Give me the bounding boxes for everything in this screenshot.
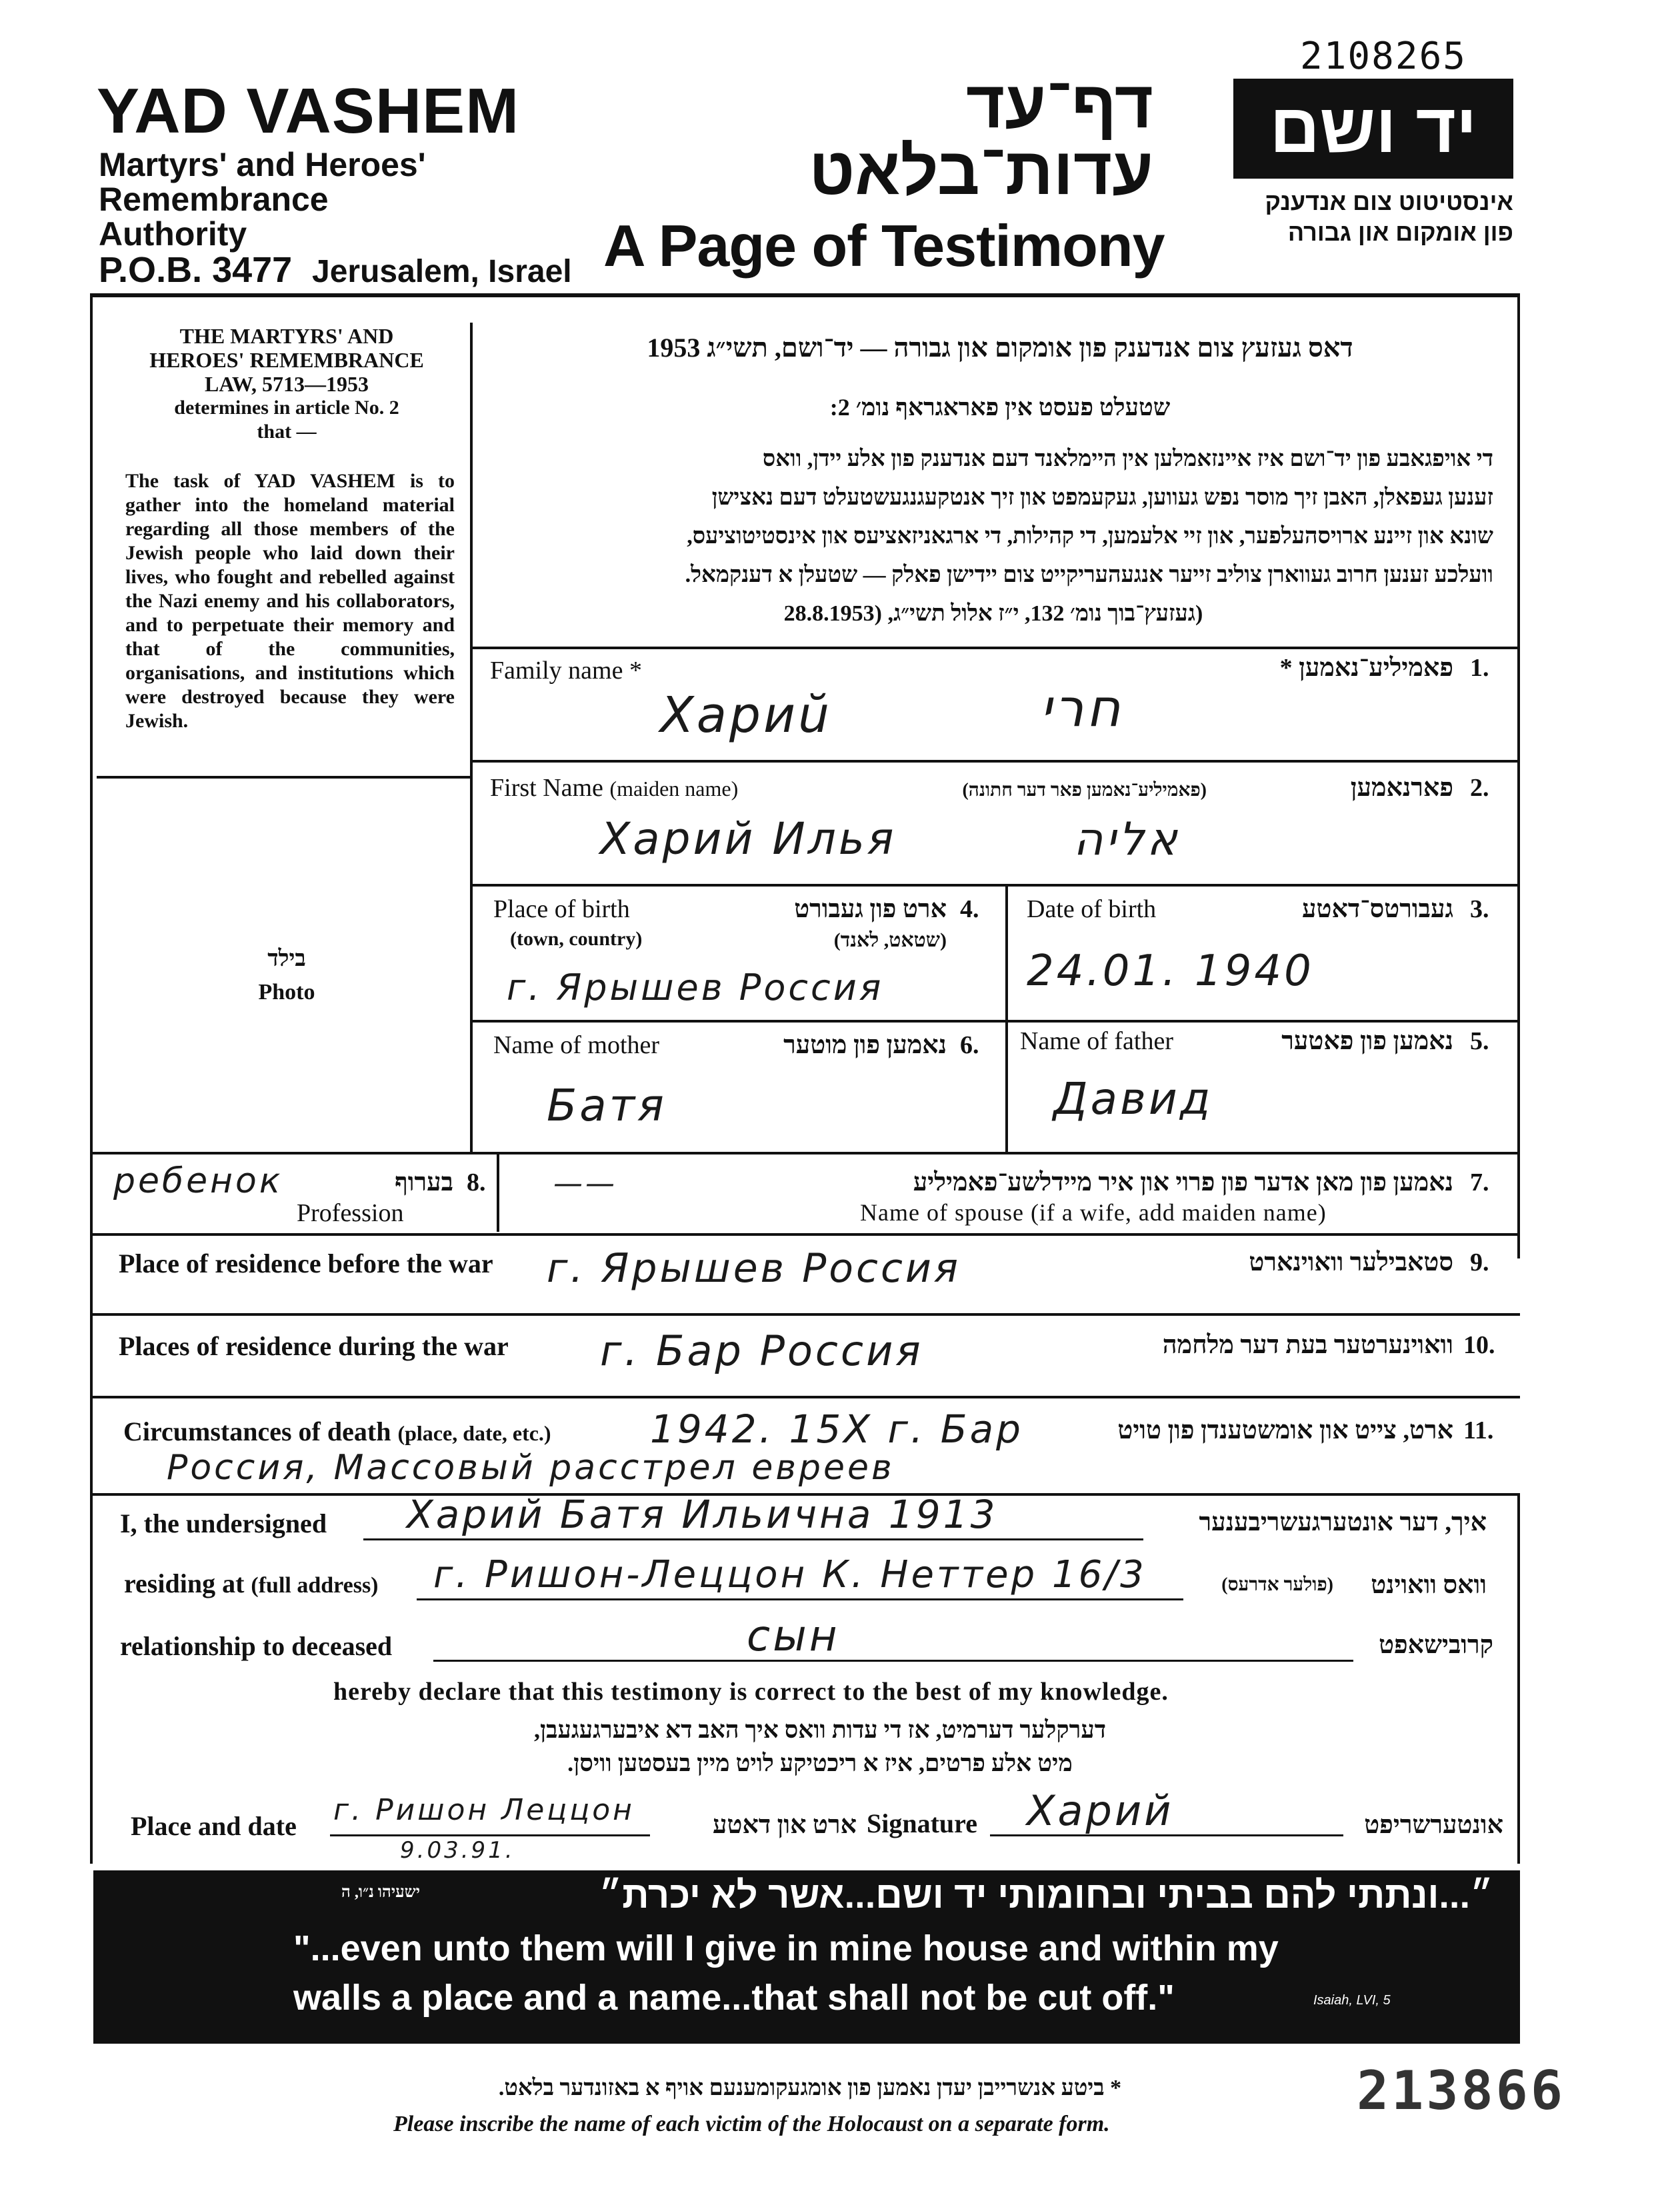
page-title: A Page of Testimony [603,213,1165,279]
law-text-block [120,324,453,444]
residence-during-value: г. Бар Россия [600,1326,923,1375]
relationship-label: relationship to deceased [120,1631,393,1661]
residing-line [417,1598,1183,1600]
signature-heb-label: אונטערשריפט [1364,1811,1503,1839]
residing-label [124,1568,379,1599]
first-name-value: Харий Илья [600,813,897,865]
mother-name-heb-label: נאמען פון מוטער [783,1031,947,1059]
law-yiddish-line1: די אויפגאבע פון יד־ושם איז איינזאמלען אין היימלאנד דעם אנדענק פון אלע יידן, וואס [762,447,1493,471]
yad-vashem-logo: יד ושם [1233,79,1513,179]
footer-heb-note: * ביטע אנשרייבן יעדן נאמען פון אומגעקומענעם אויף א באזונדער בלאט. [498,2076,1122,2100]
banner-heb-ref: ישעיהו נ״ו, ה [341,1884,420,1901]
law-line5: that — [257,421,317,443]
spouse-label: Name of spouse (if a wife, add maiden name) [860,1199,1327,1226]
field-number-5: 5. [1470,1027,1489,1055]
residing-value: г. Ришон-Леццон К. Неттер 16/3 [433,1553,1147,1596]
banner-line1: "...even unto them will I give in mine house and within my [293,1928,1279,1968]
field-number-6: 6. [960,1031,979,1059]
field7-top-rule [90,1152,1520,1154]
banner-line2: walls a place and a name...that shall not be cut off." [293,1978,1175,2018]
field1-top-rule [470,647,1517,649]
profession-label: Profession [297,1199,404,1227]
place-date-heb-label: ארט און דאטע [713,1811,857,1839]
org-city: Jerusalem, Israel [312,254,572,289]
field2-top-rule [470,760,1517,763]
date-of-birth-label: Date of birth [1027,895,1157,923]
place-date-line [330,1834,650,1836]
profession-value: ребенок [113,1161,283,1201]
field-number-10: 10. [1463,1331,1495,1359]
signature-label: Signature [867,1808,977,1838]
form-right-border [1517,293,1520,1258]
org-pob: P.O.B. 3477 [99,250,293,290]
law-line2: HEROES' REMEMBRANCE [149,348,424,372]
photo-heb-label: בילד [267,947,306,971]
yiddish-title-1: דף־עד [965,67,1153,142]
place-date-label: Place and date [131,1811,297,1841]
first-name-label-text: First Name [490,774,603,802]
field5-top-rule [470,1020,1517,1023]
org-line3: Authority [99,215,247,253]
law-yiddish-sub: שטעלט פעסט אין פאראגראף נומ׳ 2: [829,394,1171,421]
spouse-value: —— [553,1166,617,1200]
law-yiddish-line2: זענען געפאלן, האבן זיך מוסר נפש געווען, געקעמפט און זיך אנטקעגנגעשטעלט דעם נאצישן [711,485,1493,510]
form-top-rule [90,293,1520,297]
relationship-heb-label: קרובישאפט [1379,1631,1493,1659]
father-name-value: Давид [1053,1073,1213,1124]
death-value-line2: Россия, Массовый расстрел евреев [167,1448,895,1488]
law-line4: determines in article No. 2 [174,397,399,419]
undersigned-heb-label: איך, דער אונטערגעשריבענער [1199,1508,1487,1536]
date-value: 9.03.91. [400,1837,515,1864]
residence-during-label: Places of residence during the war [119,1331,509,1361]
first-name-heb-label: פארנאמען [1350,774,1453,802]
place-of-birth-heb-label: ארט פון געבורט [794,895,947,923]
banner-heb-quote: ״...ונתתי להם בביתי ובחומותי יד ושם...אשר לא יכרת״ [599,1874,1493,1916]
field-number-4: 4. [960,895,979,923]
residing-heb-sub: (פולער אדרעס) [1221,1574,1333,1595]
death-label-text: Circumstances of death [123,1416,391,1446]
residence-before-heb-label: סטאבילער וואוינארט [1249,1248,1453,1276]
stamp-number: 213866 [1357,2060,1565,2122]
field9-top-rule [90,1233,1520,1236]
law-yiddish-body [493,440,1493,633]
death-label [123,1416,551,1447]
birth-row-divider [1005,884,1008,1153]
profession-heb-label: בערוף [395,1168,453,1196]
family-name-value-heb: חרי [1040,679,1123,739]
law-yiddish-line3: שונא און זיינע ארויסהעלפער, און זיי אלעמען, די קהילות, די ארגאניזאציעס און אינסטיטוציעס, [687,524,1493,549]
first-name-heb-sub: (פאמיליע־נאמען פאר דער חתונה) [962,780,1207,801]
residing-label-sub: (full address) [251,1573,379,1598]
left-column-divider [470,323,473,1153]
death-value-line1: 1942. 15X г. Бар [650,1406,1023,1452]
field-number-7: 7. [1470,1168,1489,1196]
form-left-border [90,293,93,1864]
org-line2: Remembrance [99,181,329,218]
death-heb-label: ארט, צייט און אומשטענדן פון טויט [1117,1416,1453,1444]
field10-top-rule [90,1313,1520,1316]
death-label-sub: (place, date, etc.) [397,1421,551,1445]
org-name: YAD VASHEM [97,75,520,147]
law-body: The task of YAD VASHEM is to gather into the homeland material regarding all those members of the Jewish people who laid down their lives, who fought and rebelled against the Nazi enemy and his collaborators, and to perpetuate their memory and that of the communities, organisations, and institutions which were destroyed because they were Jewish. [125,470,455,732]
residence-before-value: г. Ярышев Россия [547,1245,961,1292]
field-number-9: 9. [1470,1248,1489,1276]
yiddish-title-2: עדות־בלאט [809,134,1153,209]
law-yiddish-head: דאס געזעץ צום אנדענק פון אומקום און גבורה — יד־ושם, תשי״ג 1953 [647,333,1353,363]
place-date-value: г. Ришон Леццон [333,1793,635,1827]
declarant-right-border [1517,1493,1520,1864]
banner-ref: Isaiah, LVI, 5 [1313,1993,1391,2008]
residence-during-heb-label: וואוינערטער בעת דער מלחמה [1162,1331,1453,1359]
place-of-birth-value: г. Ярышев Россия [507,967,884,1009]
family-name-heb-label: פאמיליע־נאמען * [1279,654,1453,682]
declaration-heb-line2: מיט אלע פרטים, איז א ריכטיקע לויט מיין בעסטען וויסן. [567,1750,1073,1776]
org-line1: Martyrs' and Heroes' [99,146,426,183]
photo-label: Photo [258,980,315,1005]
law-yiddish-line4: וועלכע זענען חרוב געווארן צוליב זייער אנגעהעריקייט צום יידישן פאלק — שטעלן א דענקמאל. [685,563,1493,587]
field-number-2: 2. [1470,774,1489,802]
profession-divider [497,1152,499,1232]
field-number-3: 3. [1470,895,1489,923]
family-name-value: Хариŭ [660,687,833,744]
law-line3: LAW, 5713—1953 [205,372,369,396]
residence-before-label: Place of residence before the war [119,1248,493,1278]
field-number-8: 8. [467,1168,486,1196]
place-of-birth-heb-sub: (שטאט, לאנד) [833,929,947,951]
logo-subtitle-1: אינסטיטוט צום אנדענק [1265,188,1513,215]
first-name-label-sub: (maiden name) [609,777,739,801]
family-name-label: Family name * [490,657,642,685]
serial-number-top: 2108265 [1300,35,1467,78]
declaration-heb-line1: דערקלער דערמיט, אז די עדות וואס איך האב דא איבערגעגעבן, [533,1716,1107,1743]
field11-top-rule [90,1396,1520,1398]
signature-value: Харий [1027,1786,1174,1835]
footer-note: Please inscribe the name of each victim of the Holocaust on a separate form. [393,2112,1110,2136]
first-name-value-heb: אליה [1073,813,1180,866]
field-number-1: 1. [1470,654,1489,682]
father-name-label: Name of father [1020,1027,1173,1055]
declaration-text: hereby declare that this testimony is correct to the best of my knowledge. [333,1678,1169,1706]
field-number-11: 11. [1463,1416,1494,1444]
residing-label-text: residing at [124,1568,245,1598]
place-of-birth-label: Place of birth [493,895,630,923]
quote-banner [93,1870,1520,2044]
logo-subtitle-2: פון אומקום און גבורה [1287,219,1513,246]
law-line1: THE MARTYRS' AND [179,324,394,348]
date-of-birth-value: 24.01. 1940 [1027,947,1314,996]
undersigned-line [363,1538,1143,1540]
field3-top-rule [470,884,1517,887]
mother-name-value: Батя [547,1080,667,1131]
relationship-value: сын [747,1612,840,1661]
undersigned-label: I, the undersigned [120,1508,327,1538]
residing-heb-label: וואס וואוינט [1371,1571,1487,1599]
law-yiddish-line5: (געזעץ־בוך נומ׳ 132, י״ז אלול תשי״ג, (28.8.1953 [783,601,1203,626]
first-name-label [490,773,738,803]
mother-name-label: Name of mother [493,1031,660,1059]
place-of-birth-label-sub: (town, country) [510,928,643,950]
undersigned-value: Харий Батя Ильична 1913 [407,1492,998,1537]
relationship-line [433,1660,1353,1662]
spouse-heb-label: נאמען פון מאן אדער פון פרוי און איר מיידלשע־פאמיליע [913,1168,1453,1196]
date-of-birth-heb-label: געבורטס־דאטע [1302,895,1453,923]
father-name-heb-label: נאמען פון פאטער [1281,1027,1453,1055]
